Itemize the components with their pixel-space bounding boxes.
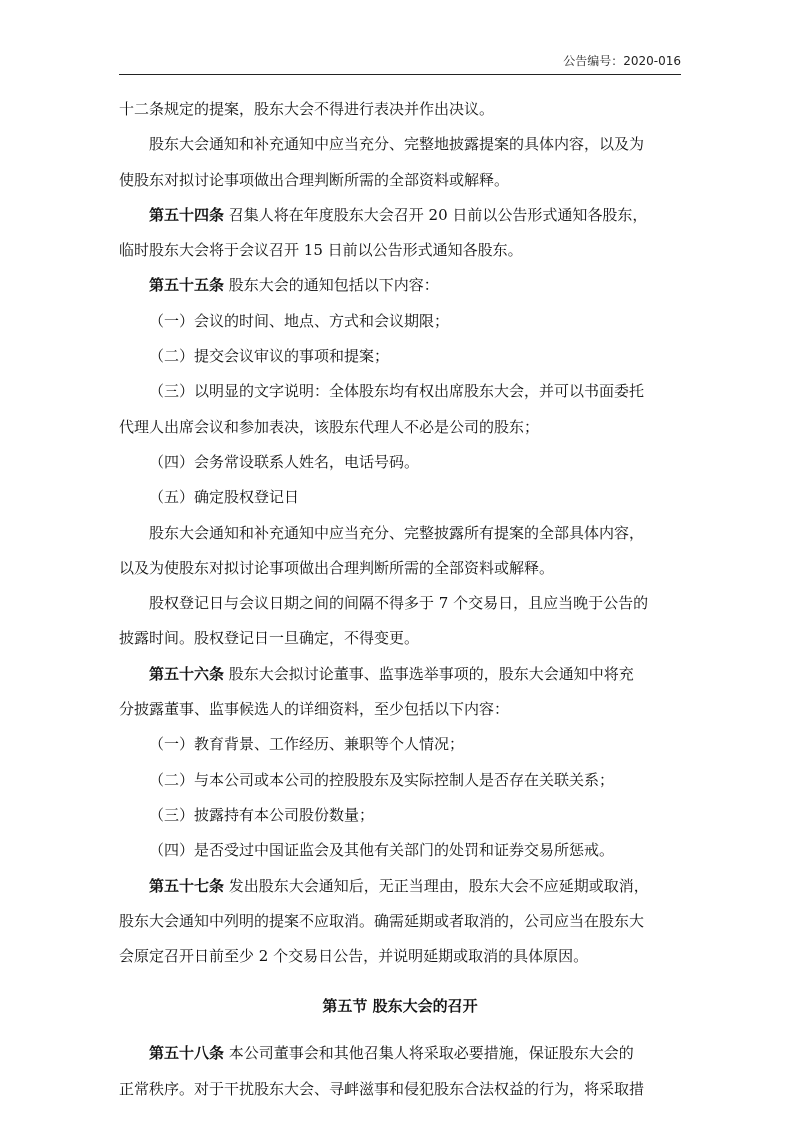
text-line [119, 304, 681, 339]
line-text: 股东大会拟讨论董事、监事选举事项的，股东大会通知中将充 [224, 664, 634, 683]
line-text: （二）提交会议审议的事项和提案； [149, 347, 390, 366]
text-line [119, 339, 681, 374]
line-text: 股东大会的通知包括以下内容： [224, 276, 439, 295]
line-text: 股东大会通知中列明的提案不应取消。确需延期或者取消的，公司应当在股东大 [119, 911, 645, 930]
text-line [119, 374, 681, 409]
line-text: （三）以明显的文字说明：全体股东均有权出席股东大会，并可以书面委托 [149, 382, 645, 401]
line-text: （一）会议的时间、地点、方式和会议期限； [149, 311, 450, 330]
text-line [119, 198, 681, 233]
line-text: 十二条规定的提案，股东大会不得进行表决并作出决议。 [119, 100, 495, 118]
line-text: 会原定召开日前至少 2 个交易日公告，并说明延期或取消的具体原因。 [119, 947, 589, 966]
text-line [119, 127, 681, 162]
text-line [119, 163, 681, 198]
line-text: 使股东对拟讨论事项做出合理判断所需的全部资料或解释。 [119, 170, 510, 189]
line-text: （五）确定股权登记日 [149, 488, 300, 507]
text-line [119, 727, 681, 762]
text-line [119, 869, 681, 904]
text-line [119, 551, 681, 586]
text-line [119, 410, 681, 445]
page-header [119, 52, 681, 75]
text-line [119, 692, 681, 727]
article-number: 第五十四条 [149, 205, 225, 224]
text-line [119, 233, 681, 268]
text-line [119, 1036, 681, 1071]
article-number: 第五十八条 [149, 1044, 225, 1063]
text-line [119, 268, 681, 303]
line-text: 正常秩序。对于干扰股东大会、寻衅滋事和侵犯股东合法权益的行为，将采取措 [119, 1079, 645, 1098]
text-line [119, 621, 681, 656]
line-text: （二）与本公司或本公司的控股股东及实际控制人是否存在关联关系； [149, 770, 615, 789]
text-line [119, 480, 681, 515]
line-text: 代理人出席会议和参加表决，该股东代理人不必是公司的股东； [119, 417, 540, 436]
text-line [119, 939, 681, 974]
text-line [119, 833, 681, 868]
line-text: （四）是否受过中国证监会及其他有关部门的处罚和证券交易所惩戒。 [149, 841, 615, 860]
text-line [119, 904, 681, 939]
line-text: 本公司董事会和其他召集人将采取必要措施，保证股东大会的 [224, 1044, 634, 1063]
text-line [119, 798, 681, 833]
paragraphs-after-section [119, 1036, 681, 1107]
article-number: 第五十六条 [149, 664, 225, 683]
article-number: 第五十七条 [149, 876, 225, 895]
line-text: （一）教育背景、工作经历、兼职等个人情况； [149, 735, 465, 754]
line-text: 临时股东大会将于会议召开 15 日前以公告形式通知各股东。 [119, 241, 523, 260]
text-line [119, 657, 681, 692]
line-text: 以及为使股东对拟讨论事项做出合理判断所需的全部资料或解释。 [119, 558, 555, 577]
paragraphs-before-section [119, 92, 681, 974]
announcement-number: 公告编号：2020-016 [563, 54, 681, 68]
line-text: 召集人将在年度股东大会召开 20 日前以公告形式通知各股东， [224, 205, 648, 224]
text-line [119, 1072, 681, 1107]
line-text: 股东大会通知和补充通知中应当充分、完整地披露提案的具体内容，以及为 [149, 135, 645, 154]
line-text: 分披露董事、监事候选人的详细资料，至少包括以下内容： [119, 700, 510, 719]
text-line [119, 92, 681, 127]
line-text: 股东大会通知和补充通知中应当充分、完整披露所有提案的全部具体内容， [149, 523, 645, 542]
line-text: 股权登记日与会议日期之间的间隔不得多于 7 个交易日，且应当晚于公告的 [149, 594, 649, 613]
line-text: 披露时间。股权登记日一旦确定，不得变更。 [119, 629, 420, 648]
line-text: （三）披露持有本公司股份数量； [149, 805, 375, 824]
text-line [119, 763, 681, 798]
section-title: 第五节 股东大会的召开 [322, 997, 478, 1016]
line-text: 发出股东大会通知后，无正当理由，股东大会不应延期或取消， [224, 876, 649, 895]
line-text: （四）会务常设联系人姓名，电话号码。 [149, 452, 420, 471]
text-line [119, 586, 681, 621]
document-body [119, 92, 681, 1107]
article-number: 第五十五条 [149, 276, 225, 295]
text-line [119, 445, 681, 480]
text-line [119, 516, 681, 551]
